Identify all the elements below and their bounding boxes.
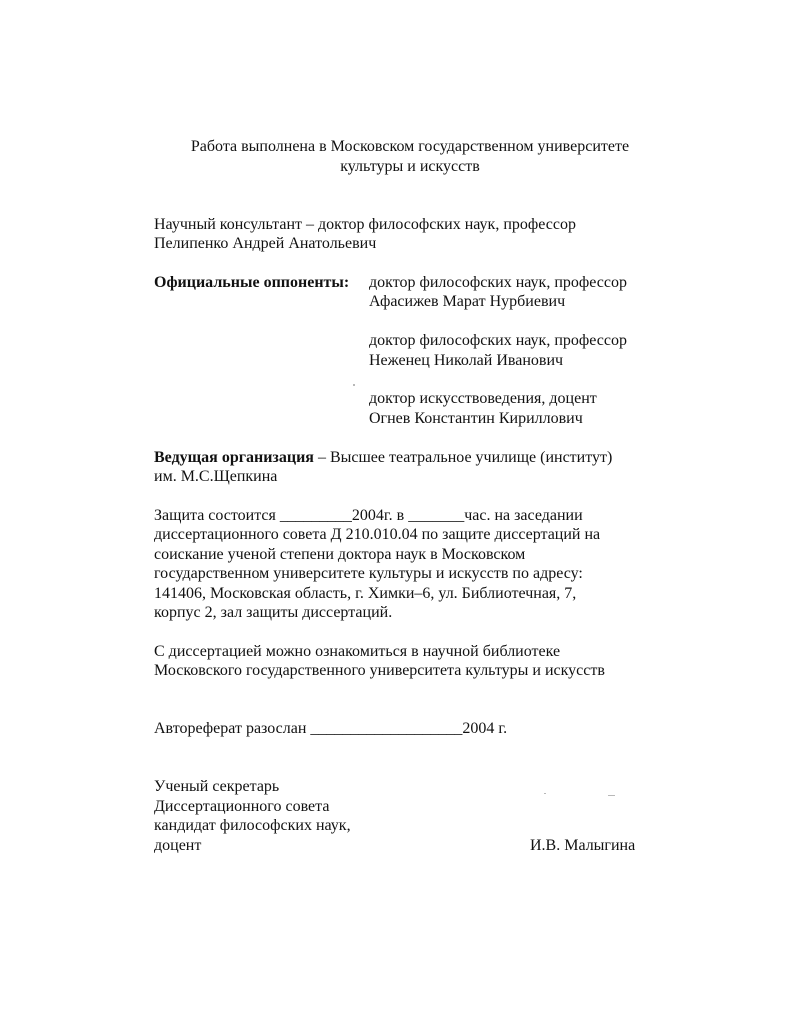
header-line-2: культуры и искусств <box>340 158 480 175</box>
opponents-label-text: Официальные оппоненты: <box>154 274 350 291</box>
abstract-sent-line: Автореферат разослан ___________________2004 г. <box>154 720 508 737</box>
secretary-line-2: Диссертационного совета <box>154 798 330 815</box>
secretary-line-1: Ученый секретарь <box>154 778 280 795</box>
secretary-name: И.В. Малыгина <box>530 837 636 854</box>
secretary-line-3: кандидат философских наук, <box>154 817 351 834</box>
library-line-2: Московского государственного университета культуры и искусств <box>154 662 605 679</box>
opponent-2-name: Неженец Николай Иванович <box>369 352 564 369</box>
scan-speck <box>608 795 615 796</box>
opponents-label <box>154 273 349 293</box>
defense-line-5: 141406, Московская область, г. Химки–6, ул. Библиотечная, 7, <box>154 585 577 602</box>
opponent-2-title: доктор философских наук, профессор <box>369 332 627 349</box>
leading-org-text: – Высшее театральное училище (институт) <box>313 449 613 466</box>
leading-org-label: Ведущая организация <box>154 449 314 466</box>
defense-line-1: Защита состоится _________2004г. в _______час. на заседании <box>154 507 583 524</box>
leading-org-line-1 <box>154 448 612 468</box>
opponent-1-name: Афасижев Марат Нурбиевич <box>369 293 566 310</box>
defense-line-4: государственном университете культуры и искусств по адресу: <box>154 565 583 582</box>
scan-speck <box>353 384 355 386</box>
library-line-1: С диссертацией можно ознакомиться в научной библиотеке <box>154 643 561 660</box>
defense-line-3: соискание ученой степени доктора наук в Московском <box>154 546 526 563</box>
defense-line-6: корпус 2, зал защиты диссертаций. <box>154 604 393 621</box>
consultant-name: Пелипенко Андрей Анатольевич <box>154 235 377 252</box>
secretary-line-4: доцент <box>154 837 202 854</box>
scan-speck <box>544 793 546 794</box>
opponent-3-name: Огнев Константин Кириллович <box>369 410 583 427</box>
defense-line-2: диссертационного совета Д 210.010.04 по защите диссертаций на <box>154 526 601 543</box>
leading-org-line-2: им. М.С.Щепкина <box>154 468 278 485</box>
opponent-3-title: доктор искусствоведения, доцент <box>369 390 597 407</box>
opponent-1-title: доктор философских наук, профессор <box>369 274 627 291</box>
header-line-1: Работа выполнена в Московском государственном университете <box>190 138 630 155</box>
consultant-line-1: Научный консультант – доктор философских наук, профессор <box>154 216 576 233</box>
